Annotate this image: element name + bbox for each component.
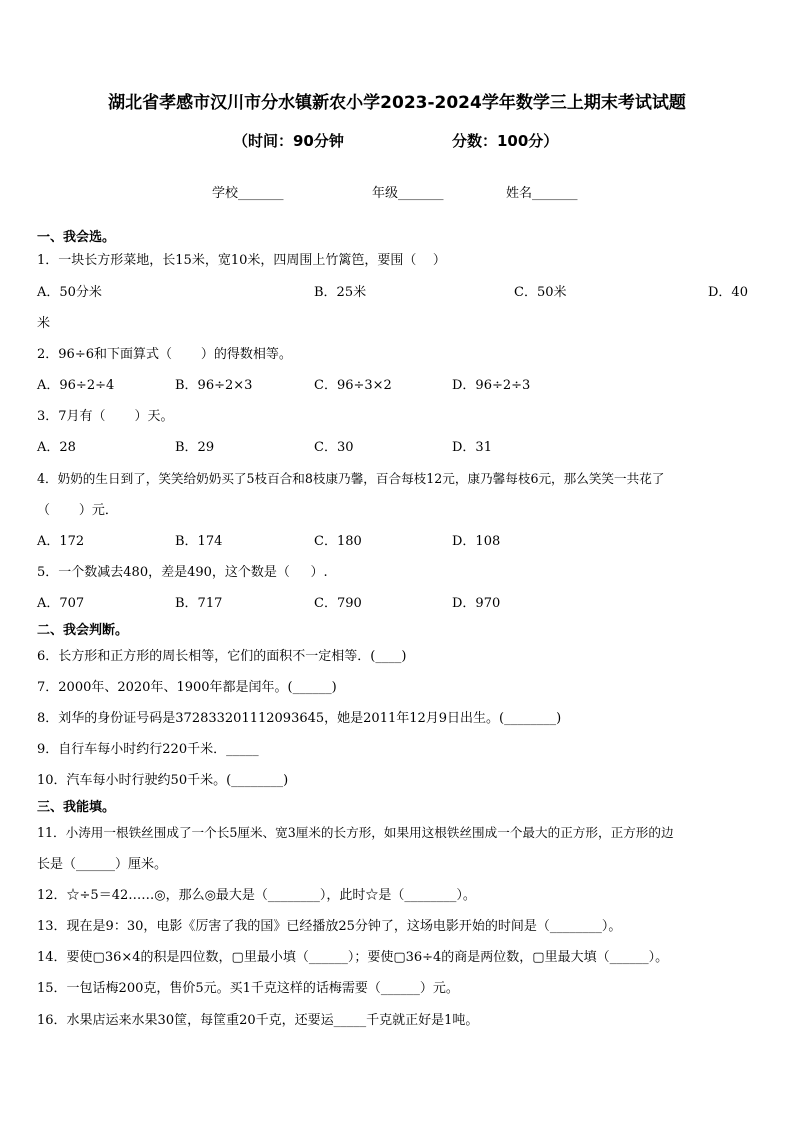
name-field: 姓名_______ xyxy=(506,186,578,201)
q5-option-c: C．790 xyxy=(314,596,362,611)
q1-option-d-continued: 米 xyxy=(37,316,51,331)
q4-option-a: A．172 xyxy=(37,534,85,549)
q4-option-b: B．174 xyxy=(175,534,223,549)
page-title: 湖北省孝感市汉川市分水镇新农小学2023-2024学年数学三上期末考试试题 xyxy=(108,93,686,113)
q1-option-d: D．40 xyxy=(708,285,748,300)
q4-option-d: D．108 xyxy=(452,534,501,549)
question-11: 11．小涛用一根铁丝围成了一个长5厘米、宽3厘米的长方形，如果用这根铁丝围成一个最大的正方形，正方形的边 xyxy=(37,825,674,840)
q5-option-a: A．707 xyxy=(37,596,85,611)
question-3: 3．7月有（ ）天。 xyxy=(37,409,174,424)
question-8: 8．刘华的身份证号码是372833201112093645，她是2011年12月9日出生。(________) xyxy=(37,711,562,726)
question-1: 1．一块长方形菜地，长15米，宽10米，四周围上竹篱笆，要围（ ） xyxy=(37,253,446,268)
question-6: 6．长方形和正方形的周长相等，它们的面积不一定相等．(____) xyxy=(37,649,407,664)
q1-option-b: B．25米 xyxy=(314,285,367,300)
question-10: 10．汽车每小时行驶约50千米。(________) xyxy=(37,773,289,788)
q5-option-d: D．970 xyxy=(452,596,501,611)
question-14: 14．要使▢36×4的积是四位数，▢里最小填（______）；要使▢36÷4的商是两位数，▢里最大填（______）。 xyxy=(37,950,669,965)
school-field: 学校_______ xyxy=(212,186,284,201)
exam-time: （时间：90分钟 xyxy=(233,132,344,150)
question-4-continued: （ ）元． xyxy=(37,503,118,518)
q5-option-b: B．717 xyxy=(175,596,223,611)
question-15: 15．一包话梅200克，售价5元。买1千克这样的话梅需要（______）元。 xyxy=(37,981,459,996)
question-16: 16．水果店运来水果30筐，每筐重20千克，还要运_____千克就正好是1吨。 xyxy=(37,1013,479,1028)
q2-option-c: C．96÷3×2 xyxy=(314,378,392,393)
q2-option-a: A．96÷2÷4 xyxy=(37,378,115,393)
section-heading-fill: 三、我能填。 xyxy=(37,800,116,815)
question-13: 13．现在是9：30，电影《厉害了我的国》已经播放25分钟了，这场电影开始的时间是（________）。 xyxy=(37,919,622,934)
grade-field: 年级_______ xyxy=(372,186,444,201)
q2-option-b: B．96÷2×3 xyxy=(175,378,253,393)
q1-option-c: C．50米 xyxy=(514,285,567,300)
question-11-continued: 长是（______）厘米。 xyxy=(37,857,168,872)
question-5: 5．一个数减去480，差是490，这个数是（ ）. xyxy=(37,565,328,580)
q3-option-d: D．31 xyxy=(452,440,492,455)
question-9: 9．自行车每小时约行220千米．_____ xyxy=(37,742,259,757)
section-heading-judge: 二、我会判断。 xyxy=(37,623,129,638)
question-4: 4．奶奶的生日到了，笑笑给奶奶买了5枝百合和8枝康乃馨，百合每枝12元，康乃馨每枝6元，那么笑笑一共花了 xyxy=(37,471,665,486)
exam-score: 分数：100分） xyxy=(452,132,559,150)
q3-option-a: A．28 xyxy=(37,440,76,455)
q3-option-c: C．30 xyxy=(314,440,354,455)
question-7: 7．2000年、2020年、1900年都是闰年。(______) xyxy=(37,680,337,695)
question-2: 2．96÷6和下面算式（ ）的得数相等。 xyxy=(37,347,292,362)
question-12: 12．☆÷5＝42……◎，那么◎最大是（________），此时☆是（________）。 xyxy=(37,888,476,903)
q1-option-a: A．50分米 xyxy=(37,285,102,300)
section-heading-choice: 一、我会选。 xyxy=(37,230,116,245)
q3-option-b: B．29 xyxy=(175,440,215,455)
q2-option-d: D．96÷2÷3 xyxy=(452,378,531,393)
q4-option-c: C．180 xyxy=(314,534,362,549)
